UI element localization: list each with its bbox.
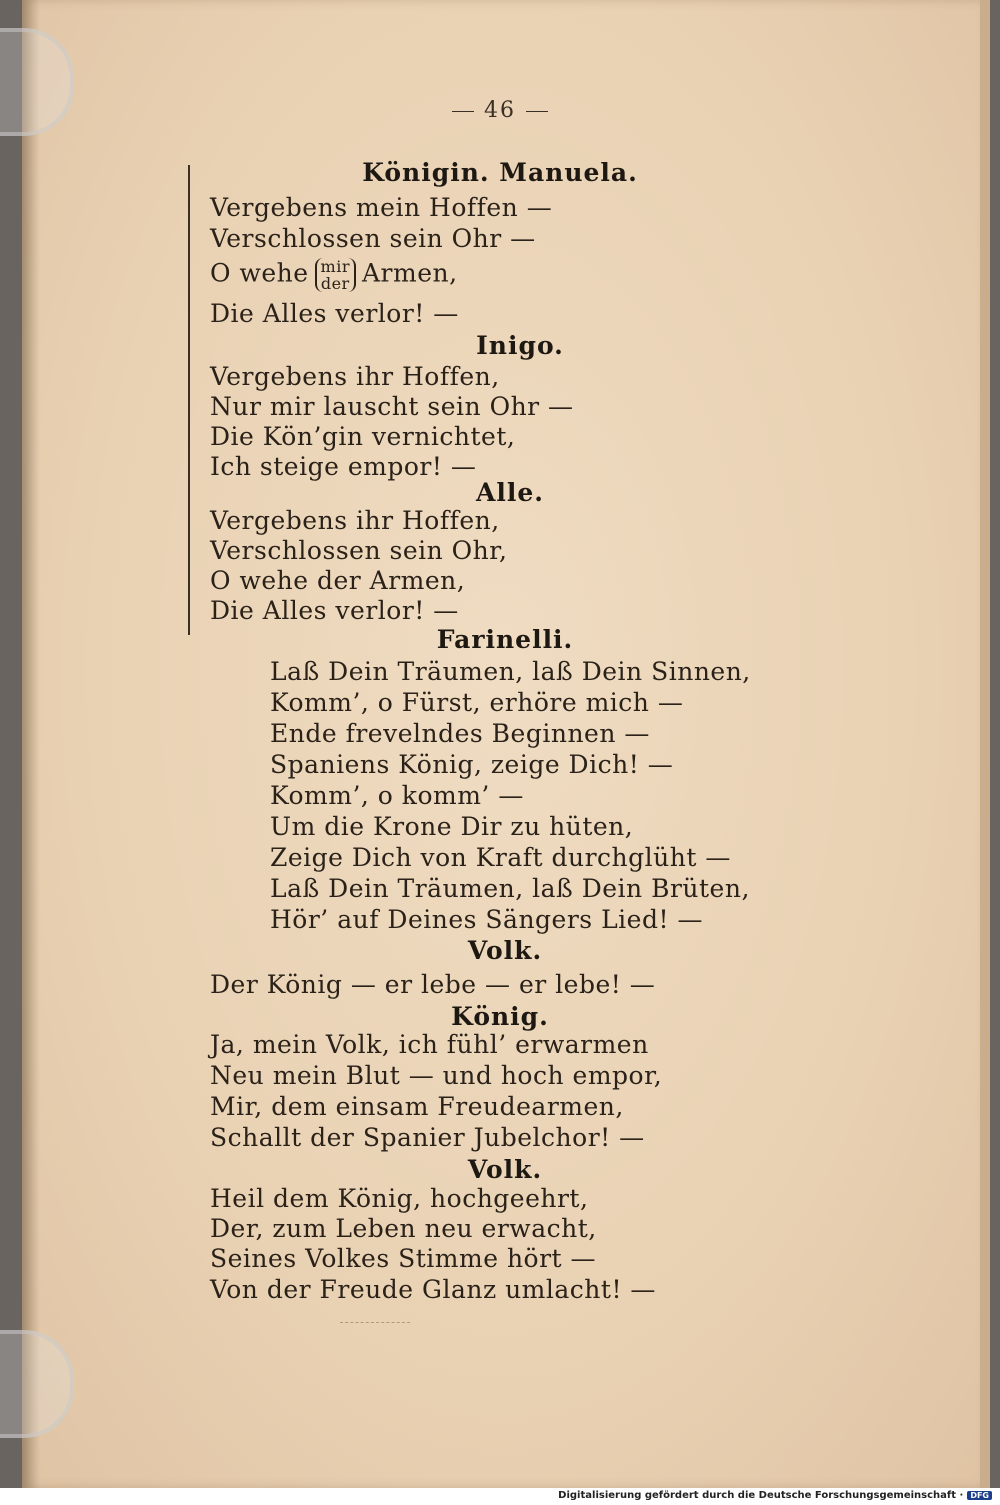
verse-line: Vergebens mein Hoffen — xyxy=(210,193,553,222)
verse-line: Ende frevelndes Beginnen — xyxy=(270,719,650,748)
dfg-logo: DFG xyxy=(967,1491,992,1500)
verse-line: Neu mein Blut — und hoch empor, xyxy=(210,1061,663,1090)
verse-line: Komm’, o komm’ — xyxy=(270,781,524,810)
speaker-koenig: König. xyxy=(451,1002,549,1031)
end-ornament xyxy=(340,1322,410,1327)
footer-credit: Digitalisierung gefördert durch die Deutsche Forschungsgemeinschaft · DFG xyxy=(558,1490,992,1501)
verse-line: O wehe mir der Armen, xyxy=(210,257,458,293)
verse-line: Komm’, o Fürst, erhöre mich — xyxy=(270,688,684,717)
verse-line: Ich steige empor! — xyxy=(210,452,477,481)
verse-line: Von der Freude Glanz umlacht! — xyxy=(210,1275,656,1304)
verse-line: Ja, mein Volk, ich fühl’ erwarmen xyxy=(210,1030,649,1059)
verse-line: Die Alles verlor! — xyxy=(210,596,459,625)
speaker-inigo: Inigo. xyxy=(476,331,564,360)
verse-line: Heil dem König, hochgeehrt, xyxy=(210,1184,589,1213)
verse-line: Schallt der Spanier Jubelchor! — xyxy=(210,1123,645,1152)
verse-line: O wehe der Armen, xyxy=(210,566,466,595)
verse-line: Verschlossen sein Ohr — xyxy=(210,224,536,253)
trio-brace xyxy=(188,165,200,635)
speaker-koenigin-manuela: Königin. Manuela. xyxy=(362,158,638,187)
verse-line: Zeige Dich von Kraft durchglüht — xyxy=(270,843,731,872)
speaker-alle: Alle. xyxy=(475,478,544,507)
verse-line: Verschlossen sein Ohr, xyxy=(210,536,508,565)
verse-line: Nur mir lauscht sein Ohr — xyxy=(210,392,574,421)
verse-line: Mir, dem einsam Freudearmen, xyxy=(210,1092,624,1121)
spine-shadow xyxy=(22,0,40,1488)
speaker-volk-2: Volk. xyxy=(467,1155,543,1184)
alternative-words: mir der xyxy=(315,258,356,292)
verse-line: Der König — er lebe — er lebe! — xyxy=(210,970,656,999)
verse-line: Die Alles verlor! — xyxy=(210,299,459,328)
page-number: 46 xyxy=(420,98,580,123)
speaker-volk: Volk. xyxy=(467,936,543,965)
verse-line: Um die Krone Dir zu hüten, xyxy=(270,812,634,841)
verse-line: Seines Volkes Stimme hört — xyxy=(210,1244,597,1273)
speaker-farinelli: Farinelli. xyxy=(436,625,574,654)
verse-line: Laß Dein Träumen, laß Dein Sinnen, xyxy=(270,657,751,686)
verse-line: Die Kön’gin vernichtet, xyxy=(210,422,516,451)
verse-line: Der, zum Leben neu erwacht, xyxy=(210,1214,597,1243)
verse-line: Spaniens König, zeige Dich! — xyxy=(270,750,674,779)
verse-line: Vergebens ihr Hoffen, xyxy=(210,506,500,535)
verse-line: Hör’ auf Deines Sängers Lied! — xyxy=(270,905,703,934)
verse-line: Vergebens ihr Hoffen, xyxy=(210,362,500,391)
verse-line: Laß Dein Träumen, laß Dein Brüten, xyxy=(270,874,750,903)
